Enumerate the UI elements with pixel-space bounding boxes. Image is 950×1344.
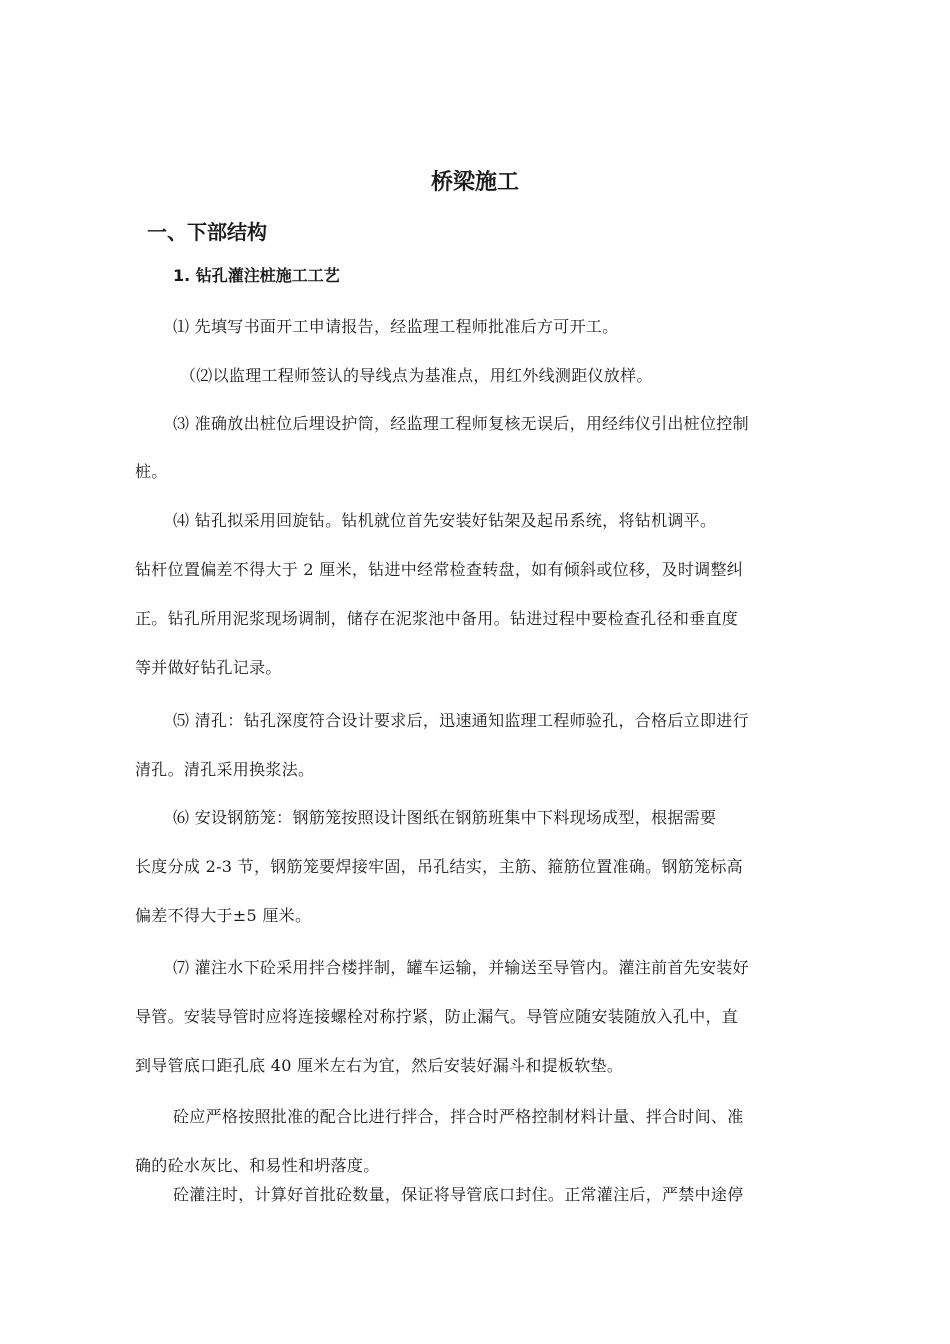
paragraph-line: 确的砼水灰比、和易性和坍落度。	[135, 1156, 380, 1175]
paragraph-line: 长度分成 2-3 节，钢筋笼要焊接牢固，吊孔结实，主筋、箍筋位置准确。钢筋笼标高	[135, 857, 743, 876]
paragraph-line: 砼应严格按照批准的配合比进行拌合，拌合时严格控制材料计量、拌合时间、准	[173, 1107, 744, 1126]
paragraph-line: 正。钻孔所用泥浆现场调制，储存在泥浆池中备用。钻进过程中要检查孔径和垂直度	[135, 609, 739, 628]
subsection-heading: 1. 钻孔灌注桩施工工艺	[173, 266, 340, 285]
paragraph-line: ⑴ 先填写书面开工申请报告，经监理工程师批准后方可开工。	[173, 317, 619, 336]
paragraph-line: ⑹ 安设钢筋笼：钢筋笼按照设计图纸在钢筋班集中下料现场成型，根据需要	[173, 808, 717, 827]
paragraph-line: ⑺ 灌注水下砼采用拌合楼拌制，罐车运输，并输送至导管内。灌注前首先安装好	[173, 958, 749, 977]
paragraph-line: ⑶ 准确放出桩位后埋设护筒，经监理工程师复核无误后，用经纬仪引出桩位控制	[173, 414, 749, 433]
paragraph-line: ⑸ 清孔：钻孔深度符合设计要求后，迅速通知监理工程师验孔，合格后立即进行	[173, 711, 749, 730]
paragraph-line: 砼灌注时，计算好首批砼数量，保证将导管底口封住。正常灌注后，严禁中途停	[173, 1185, 744, 1204]
paragraph-line: 导管。安装导管时应将连接螺栓对称拧紧，防止漏气。导管应随安装随放入孔中，直	[135, 1007, 739, 1026]
document-title: 桥梁施工	[430, 170, 519, 195]
paragraph-line: 清孔。清孔采用换浆法。	[135, 760, 315, 779]
paragraph-line: 钻杆位置偏差不得大于 2 厘米，钻进中经常检查转盘，如有倾斜或位移，及时调整纠	[135, 560, 744, 579]
paragraph-line: 等并做好钻孔记录。	[135, 658, 282, 677]
paragraph-line: （⑵以监理工程师签认的导线点为基准点，用红外线测距仪放样。	[180, 366, 653, 385]
paragraph-line: 偏差不得大于±5 厘米。	[135, 906, 312, 925]
paragraph-line: 桩。	[135, 462, 168, 481]
paragraph-line: 到导管底口距孔底 40 厘米左右为宜，然后安装好漏斗和提板软垫。	[135, 1056, 624, 1075]
paragraph-line: ⑷ 钻孔拟采用回旋钻。钻机就位首先安装好钻架及起吊系统，将钻机调平。	[173, 511, 717, 530]
section-heading: 一、下部结构	[147, 220, 267, 244]
